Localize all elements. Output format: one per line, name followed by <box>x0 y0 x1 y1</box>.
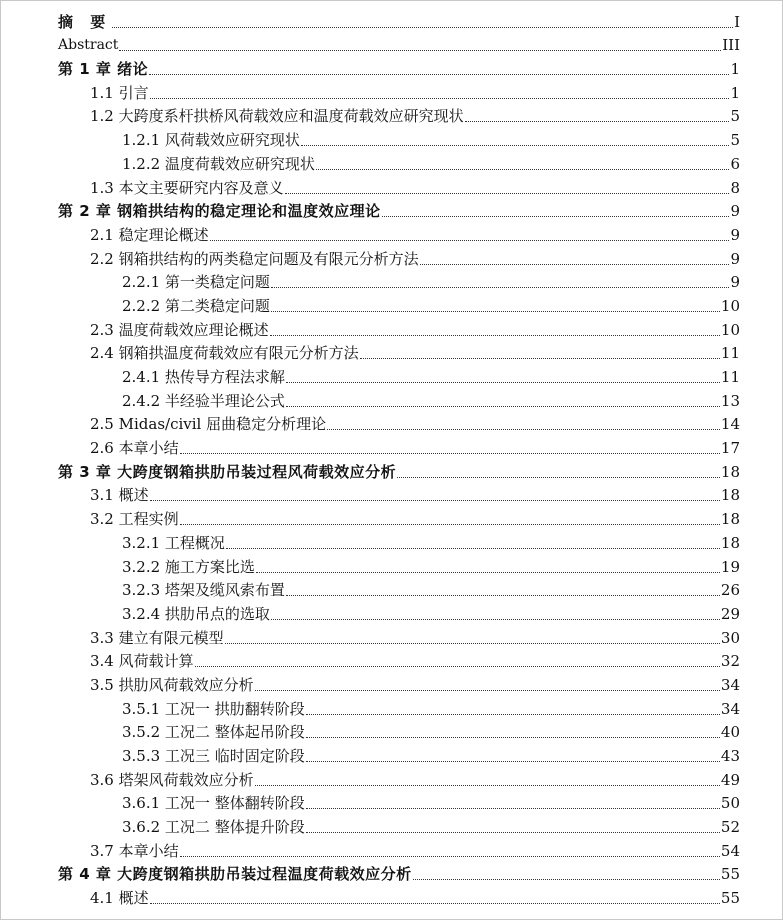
toc-entry-page-number: 50 <box>720 794 740 813</box>
toc-entry-19[interactable] <box>0 434 783 458</box>
toc-entry-page-number: 55 <box>720 865 740 884</box>
toc-entry-page-number: 10 <box>720 296 740 315</box>
toc-entry-title: 3.5.3 工况三 临时固定阶段 <box>122 747 305 765</box>
dot-leader <box>271 287 730 288</box>
toc-entry-page-number: 55 <box>720 889 740 908</box>
dot-leader <box>301 145 730 146</box>
toc-entry-page-number: I <box>734 12 740 31</box>
toc-entry-page-number: 18 <box>720 510 740 529</box>
toc-entry-24[interactable] <box>0 553 783 577</box>
dot-leader <box>180 524 720 525</box>
toc-entry-38[interactable] <box>0 884 783 908</box>
toc-entry-21[interactable] <box>0 482 783 506</box>
toc-entry-page-number: 34 <box>720 699 740 718</box>
dot-leader <box>420 264 730 265</box>
toc-entry-title: 2.5 Midas/civil 屈曲稳定分析理论 <box>90 415 327 434</box>
toc-entry-page-number: 9 <box>730 225 740 244</box>
toc-entry-page-number: III <box>722 36 740 55</box>
toc-entry-title: 3.2.2 施工方案比选 <box>122 557 255 576</box>
dot-leader <box>210 240 730 241</box>
toc-entry-title: 3.5.2 工况二 整体起吊阶段 <box>122 723 305 742</box>
toc-entry-title: 第 4 章 大跨度钢箱拱肋吊装过程温度荷载效应分析 <box>58 865 412 884</box>
toc-entry-5[interactable] <box>0 103 783 127</box>
dot-leader <box>271 619 720 620</box>
toc-entry-page-number: 52 <box>720 818 740 837</box>
dot-leader <box>226 548 720 549</box>
toc-entry-22[interactable] <box>0 505 783 529</box>
toc-entry-title: 3.6.1 工况一 整体翻转阶段 <box>122 794 305 813</box>
toc-entry-page-number: 34 <box>720 675 740 694</box>
toc-entry-14[interactable] <box>0 316 783 340</box>
dot-leader <box>149 74 729 75</box>
toc-entry-page-number: 9 <box>730 249 740 268</box>
dot-leader <box>306 808 720 809</box>
toc-entry-title: 摘 要 <box>58 12 112 31</box>
toc-entry-page-number: 10 <box>720 320 740 339</box>
toc-entry-title: 3.6.2 工况二 整体提升阶段 <box>122 818 305 837</box>
toc-entry-11[interactable] <box>0 245 783 269</box>
toc-entry-page-number: 9 <box>730 273 740 292</box>
toc-entry-page-number: 6 <box>730 154 740 173</box>
toc-entry-13[interactable] <box>0 292 783 316</box>
toc-entry-page-number: 14 <box>720 415 740 434</box>
dot-leader <box>286 595 720 596</box>
dot-leader <box>150 98 730 99</box>
toc-entry-16[interactable] <box>0 363 783 387</box>
dot-leader <box>306 761 720 762</box>
toc-entry-25[interactable] <box>0 577 783 601</box>
toc-entry-page-number: 19 <box>720 557 740 576</box>
dot-leader <box>119 50 721 51</box>
toc-entry-title: 3.5.1 工况一 拱肋翻转阶段 <box>122 699 305 718</box>
toc-entry-2[interactable] <box>0 32 783 56</box>
toc-entry-title: 3.7 本章小结 <box>90 841 179 860</box>
toc-entry-9[interactable] <box>0 198 783 222</box>
toc-entry-title: 2.2.2 第二类稳定问题 <box>122 296 270 315</box>
toc-entry-32[interactable] <box>0 742 783 766</box>
toc-entry-title: 3.4 风荷载计算 <box>90 652 194 671</box>
dot-leader <box>150 903 720 904</box>
toc-entry-title: 第 3 章 大跨度钢箱拱肋吊装过程风荷载效应分析 <box>58 462 397 481</box>
toc-entry-title: 3.2.4 拱肋吊点的选取 <box>122 604 270 623</box>
toc-entry-10[interactable] <box>0 221 783 245</box>
toc-entry-page-number: 9 <box>730 202 740 221</box>
toc-entry-page-number: 11 <box>720 344 740 363</box>
toc-entry-page-number: 5 <box>730 107 740 126</box>
dot-leader <box>306 737 720 738</box>
toc-entry-title: 3.3 建立有限元模型 <box>90 628 224 647</box>
toc-entry-title: Abstract <box>58 37 119 54</box>
toc-entry-26[interactable] <box>0 600 783 624</box>
toc-entry-title: 第 1 章 绪论 <box>58 60 149 79</box>
toc-entry-28[interactable] <box>0 648 783 672</box>
toc-entry-30[interactable] <box>0 695 783 719</box>
table-of-contents <box>0 8 783 908</box>
toc-entry-title: 4.1 概述 <box>90 889 149 908</box>
toc-entry-3[interactable] <box>0 55 783 79</box>
toc-entry-page-number: 11 <box>720 368 740 386</box>
dot-leader <box>286 382 720 383</box>
toc-entry-page-number: 30 <box>720 628 740 647</box>
dot-leader <box>327 429 720 430</box>
toc-entry-page-number: 18 <box>720 533 740 552</box>
dot-leader <box>465 121 730 122</box>
toc-entry-6[interactable] <box>0 126 783 150</box>
dot-leader <box>195 666 720 667</box>
toc-entry-title: 3.2 工程实例 <box>90 510 179 529</box>
toc-entry-page-number: 18 <box>720 486 740 505</box>
toc-entry-title: 2.1 稳定理论概述 <box>90 225 209 244</box>
dot-leader <box>285 193 730 194</box>
dot-leader <box>286 406 720 407</box>
toc-entry-page-number: 49 <box>720 770 740 789</box>
toc-entry-title: 1.3 本文主要研究内容及意义 <box>90 178 284 197</box>
dot-leader <box>306 832 720 833</box>
toc-entry-7[interactable] <box>0 150 783 174</box>
toc-entry-title: 2.3 温度荷载效应理论概述 <box>90 320 269 339</box>
toc-entry-29[interactable] <box>0 671 783 695</box>
toc-entry-page-number: 5 <box>730 131 740 150</box>
toc-entry-page-number: 29 <box>720 604 740 623</box>
toc-entry-34[interactable] <box>0 790 783 814</box>
toc-entry-title: 2.4.1 热传导方程法求解 <box>122 368 285 386</box>
toc-entry-27[interactable] <box>0 624 783 648</box>
toc-entry-23[interactable] <box>0 529 783 553</box>
dot-leader <box>306 714 720 715</box>
dot-leader <box>271 311 720 312</box>
toc-entry-31[interactable] <box>0 719 783 743</box>
toc-entry-8[interactable] <box>0 174 783 198</box>
toc-entry-title: 2.4.2 半经验半理论公式 <box>122 391 285 410</box>
dot-leader <box>255 690 720 691</box>
toc-entry-title: 3.1 概述 <box>90 486 149 505</box>
toc-entry-title: 2.4 钢箱拱温度荷载效应有限元分析方法 <box>90 344 359 363</box>
toc-entry-36[interactable] <box>0 837 783 861</box>
toc-entry-15[interactable] <box>0 340 783 364</box>
toc-entry-title: 2.2.1 第一类稳定问题 <box>122 273 270 292</box>
toc-entry-37[interactable] <box>0 861 783 885</box>
toc-entry-20[interactable] <box>0 458 783 482</box>
toc-entry-page-number: 13 <box>720 391 740 410</box>
dot-leader <box>112 27 733 28</box>
toc-entry-18[interactable] <box>0 411 783 435</box>
dot-leader <box>180 856 720 857</box>
toc-entry-page-number: 32 <box>720 652 740 671</box>
toc-entry-title: 2.6 本章小结 <box>90 439 179 458</box>
dot-leader <box>270 335 720 336</box>
toc-entry-4[interactable] <box>0 79 783 103</box>
dot-leader <box>360 358 720 359</box>
toc-entry-title: 2.2 钢箱拱结构的两类稳定问题及有限元分析方法 <box>90 249 419 268</box>
dot-leader <box>256 572 720 573</box>
toc-entry-35[interactable] <box>0 813 783 837</box>
toc-entry-title: 1.2.2 温度荷载效应研究现状 <box>122 154 315 173</box>
toc-entry-page-number: 1 <box>730 83 740 102</box>
toc-entry-page-number: 1 <box>730 60 740 79</box>
toc-entry-title: 3.5 拱肋风荷载效应分析 <box>90 675 254 694</box>
toc-entry-12[interactable] <box>0 269 783 293</box>
toc-entry-page-number: 8 <box>730 178 740 197</box>
dot-leader <box>255 785 720 786</box>
toc-entry-33[interactable] <box>0 766 783 790</box>
dot-leader <box>225 643 720 644</box>
dot-leader <box>382 216 730 217</box>
dot-leader <box>397 477 720 478</box>
toc-entry-page-number: 17 <box>720 439 740 458</box>
dot-leader <box>180 453 720 454</box>
toc-entry-page-number: 40 <box>720 723 740 742</box>
toc-entry-page-number: 26 <box>720 581 740 600</box>
dot-leader <box>150 500 720 501</box>
toc-entry-title: 3.2.3 塔架及缆风索布置 <box>122 581 285 600</box>
toc-entry-1[interactable] <box>0 8 783 32</box>
toc-entry-title: 1.2 大跨度系杆拱桥风荷载效应和温度荷载效应研究现状 <box>90 107 464 126</box>
toc-entry-17[interactable] <box>0 387 783 411</box>
toc-entry-title: 3.6 塔架风荷载效应分析 <box>90 770 254 789</box>
toc-entry-page-number: 18 <box>720 462 740 481</box>
dot-leader <box>316 169 730 170</box>
toc-entry-page-number: 54 <box>720 841 740 860</box>
toc-entry-title: 1.2.1 风荷载效应研究现状 <box>122 131 300 150</box>
toc-entry-title: 第 2 章 钢箱拱结构的稳定理论和温度效应理论 <box>58 202 381 221</box>
toc-entry-page-number: 43 <box>720 747 740 765</box>
toc-entry-title: 3.2.1 工程概况 <box>122 533 225 552</box>
toc-entry-title: 1.1 引言 <box>90 83 149 102</box>
dot-leader <box>413 879 720 880</box>
